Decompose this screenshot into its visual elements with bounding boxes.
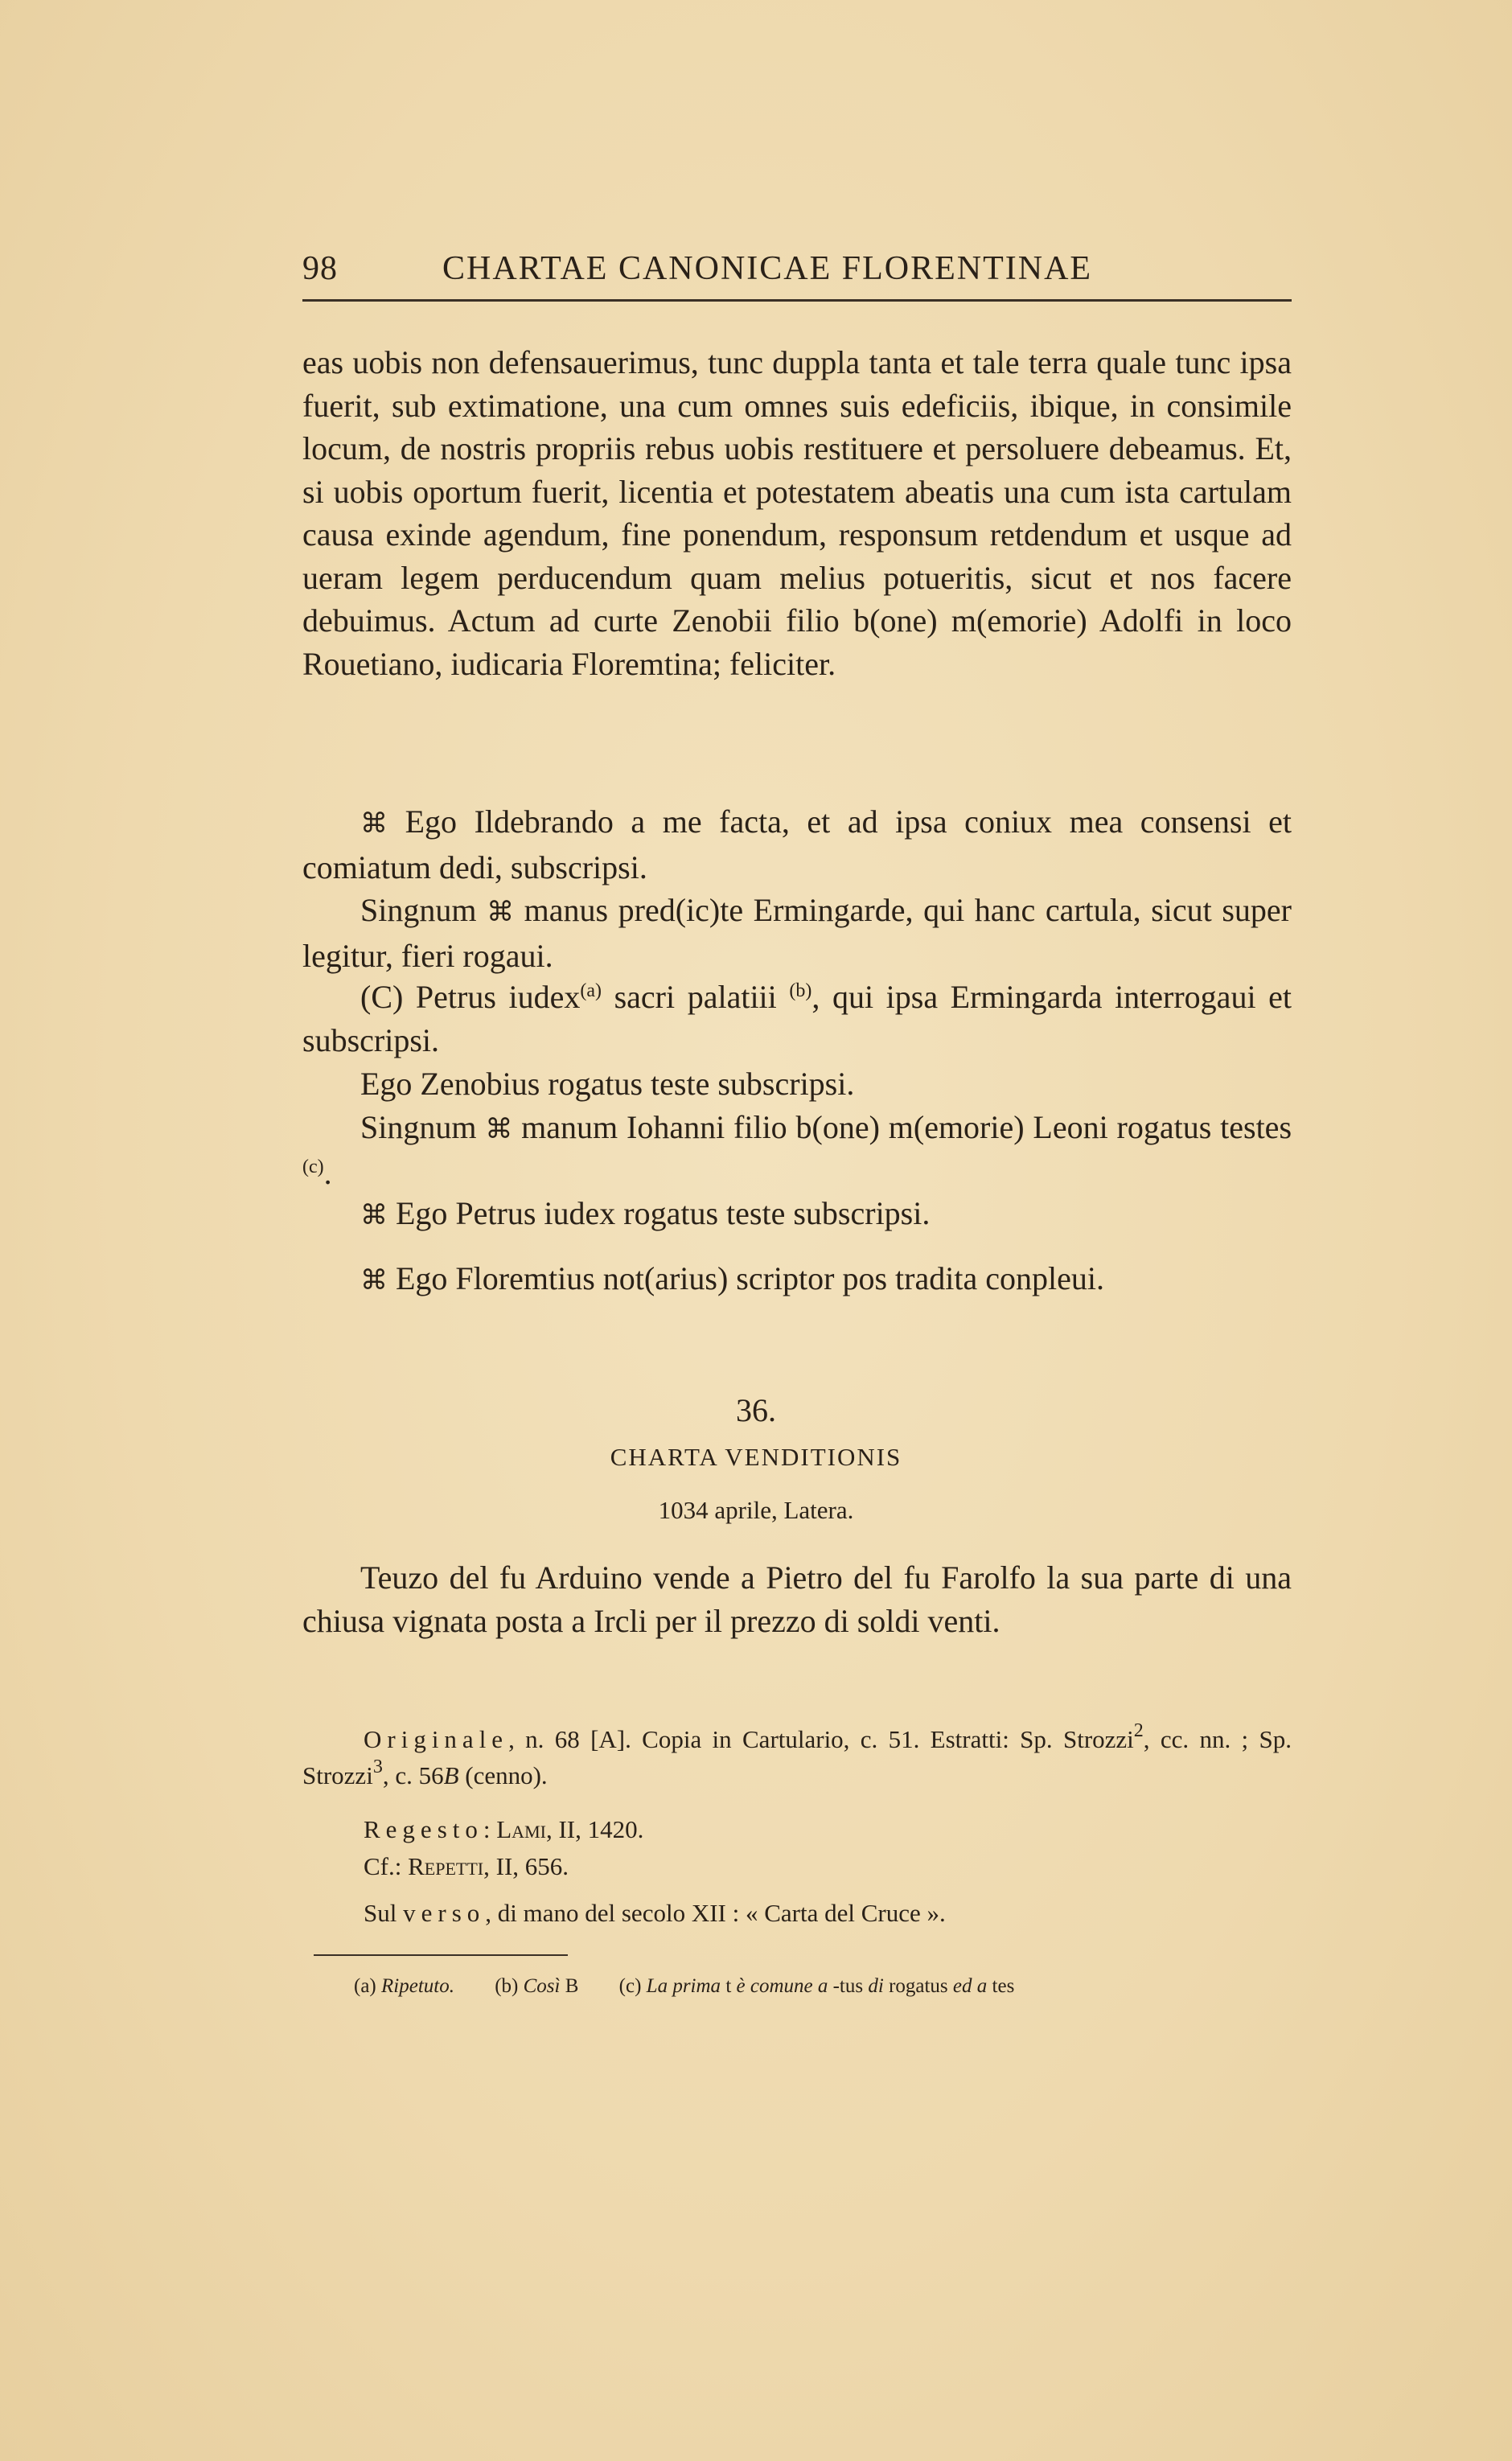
regesto-colon: : <box>483 1815 497 1843</box>
signature-floremtius <box>302 1257 1292 1303</box>
signature-zenobius <box>302 1062 1292 1106</box>
footnote-text: è comune a <box>736 1975 828 1997</box>
apparatus-verso <box>302 1895 1292 1931</box>
footnote-c <box>619 1975 1015 1997</box>
footnote-text: tes <box>992 1975 1015 1997</box>
signature-text: Ego Floremtius not(arius) scriptor pos tradita conpleui. <box>396 1260 1104 1296</box>
signature-text: (C) Petrus iudex <box>360 979 581 1015</box>
page-number: 98 <box>302 250 338 287</box>
signature-text: Ego Ildebrando a me facta, et ad ipsa coniux mea consensi et comiatum dedi, subscripsi. <box>302 803 1292 885</box>
signature-text: , qui ipsa Ermingarda interrogaui et subscripsi. <box>302 979 1292 1058</box>
verso-label: verso <box>403 1899 486 1927</box>
cross-icon: ⌘ <box>360 809 388 839</box>
footnote-text: Così <box>523 1975 561 1997</box>
footnote-label: (c) <box>618 1975 642 1997</box>
footnote-text: rogatus <box>889 1975 948 1997</box>
regesto-label: Regesto <box>364 1815 483 1843</box>
signature-ermingarde <box>302 889 1292 977</box>
signature-text: sacri palatiii <box>614 979 777 1015</box>
cross-icon: ⌘ <box>360 1201 388 1230</box>
footnote-text: Ripetuto. <box>381 1975 454 1997</box>
page-header <box>302 241 1292 302</box>
signature-prefix: Singnum <box>360 892 477 928</box>
document-number: 36. <box>736 1392 776 1428</box>
regesto-author: Lami <box>496 1815 546 1843</box>
signature-petrus-teste <box>302 1192 1292 1238</box>
regesto-ref: , II, 1420. <box>545 1815 644 1843</box>
superscript: 2 <box>1133 1720 1144 1741</box>
document-title: CHARTA VENDITIONIS <box>610 1443 902 1471</box>
footnote-text: t <box>725 1975 732 1997</box>
cross-icon: ⌘ <box>485 1115 513 1144</box>
signature-iohanni <box>302 1106 1292 1194</box>
cf-ref: , II, 656. <box>483 1852 569 1880</box>
originale-text: , n. 68 [A]. Copia in Cartulario, c. 51. Estratti: Sp. Strozzi <box>508 1725 1134 1753</box>
running-title: CHARTAE CANONICAE FLORENTINAE <box>442 250 1093 287</box>
apparatus-regesto <box>302 1811 1292 1847</box>
footnote-ms: B <box>565 1975 579 1997</box>
signature-text: manum Iohanni filio b(one) m(emorie) Leoni rogatus testes <box>521 1109 1292 1145</box>
footnote-text: -tus <box>832 1975 864 1997</box>
footnote-b <box>495 1975 578 1997</box>
footnote-ref-a: (a) <box>580 980 602 1001</box>
document-summary: Teuzo del fu Arduino vende a Pietro del fu Farolfo la sua parte di una chiusa vignata posta a Ircli per il prezzo di soldi venti. <box>302 1559 1292 1639</box>
continuation-paragraph: eas uobis non defensauerimus, tunc duppla tanta et tale terra quale tunc ipsa fuerit, sub extimatione, una cum omnes suis edeficiis, ibique, in consimile locum, de nostris propriis rebus uobis restituere et persoluere debeamus. Et, si uobis oportum fuerit, licentia et potestatem abeatis una cum ista cartulam causa exinde agendum, fine ponendum, responsum retdendum et usque ad ueram legem perducendum quam melius potueritis, sicut et nos facere debuimus. Actum ad curte Zenobii filio b(one) m(emorie) Adolfi in loco Rouetiano, iudicaria Floremtina; feliciter. <box>302 344 1292 682</box>
cf-label: Cf.: <box>364 1852 409 1880</box>
originale-text: , c. 56 <box>382 1761 444 1789</box>
footnote-label: (b) <box>495 1975 519 1997</box>
document-date: 1034 aprile, Latera. <box>658 1496 854 1524</box>
footnotes <box>354 1970 1050 2003</box>
originale-text: , cc. nn. ; Sp. Strozzi <box>302 1725 1292 1789</box>
footnote-label: (a) <box>354 1975 376 1997</box>
signature-prefix: Singnum <box>360 1109 477 1145</box>
footnote-ref-b: (b) <box>789 980 812 1001</box>
signature-text: manus pred(ic)te Ermingarde, qui hanc cartula, sicut super legitur, fieri rogaui. <box>302 892 1292 974</box>
charter-continuation <box>302 341 1292 685</box>
signature-petrus-iudex <box>302 976 1292 1062</box>
apparatus-originale <box>302 1721 1292 1793</box>
originale-italic: B <box>443 1761 459 1789</box>
signature-end: . <box>323 1154 332 1191</box>
originale-text: (cenno). <box>458 1761 548 1789</box>
footnote-ref-c: (c) <box>302 1156 324 1177</box>
footnote-text: La prima <box>646 1975 721 1997</box>
signature-ildebrando <box>302 800 1292 889</box>
originale-label: Originale <box>364 1725 509 1753</box>
footnote-text: ed a <box>952 1975 988 1997</box>
cross-icon: ⌘ <box>487 898 515 927</box>
signature-text: Ego Zenobius rogatus teste subscripsi. <box>360 1066 855 1102</box>
cross-icon: ⌘ <box>360 1266 388 1296</box>
signature-text: Ego Petrus iudex rogatus teste subscripsi. <box>396 1195 931 1231</box>
footnote-a <box>354 1975 454 1997</box>
footnote-divider <box>314 1954 568 1956</box>
cf-author: Repetti <box>408 1852 484 1880</box>
footnote-text: di <box>868 1975 884 1997</box>
verso-prefix: Sul <box>364 1899 397 1927</box>
superscript: 3 <box>372 1756 383 1777</box>
verso-text: , di mano del secolo XII : « Carta del Cruce ». <box>485 1899 946 1927</box>
apparatus-cf <box>302 1848 1292 1884</box>
